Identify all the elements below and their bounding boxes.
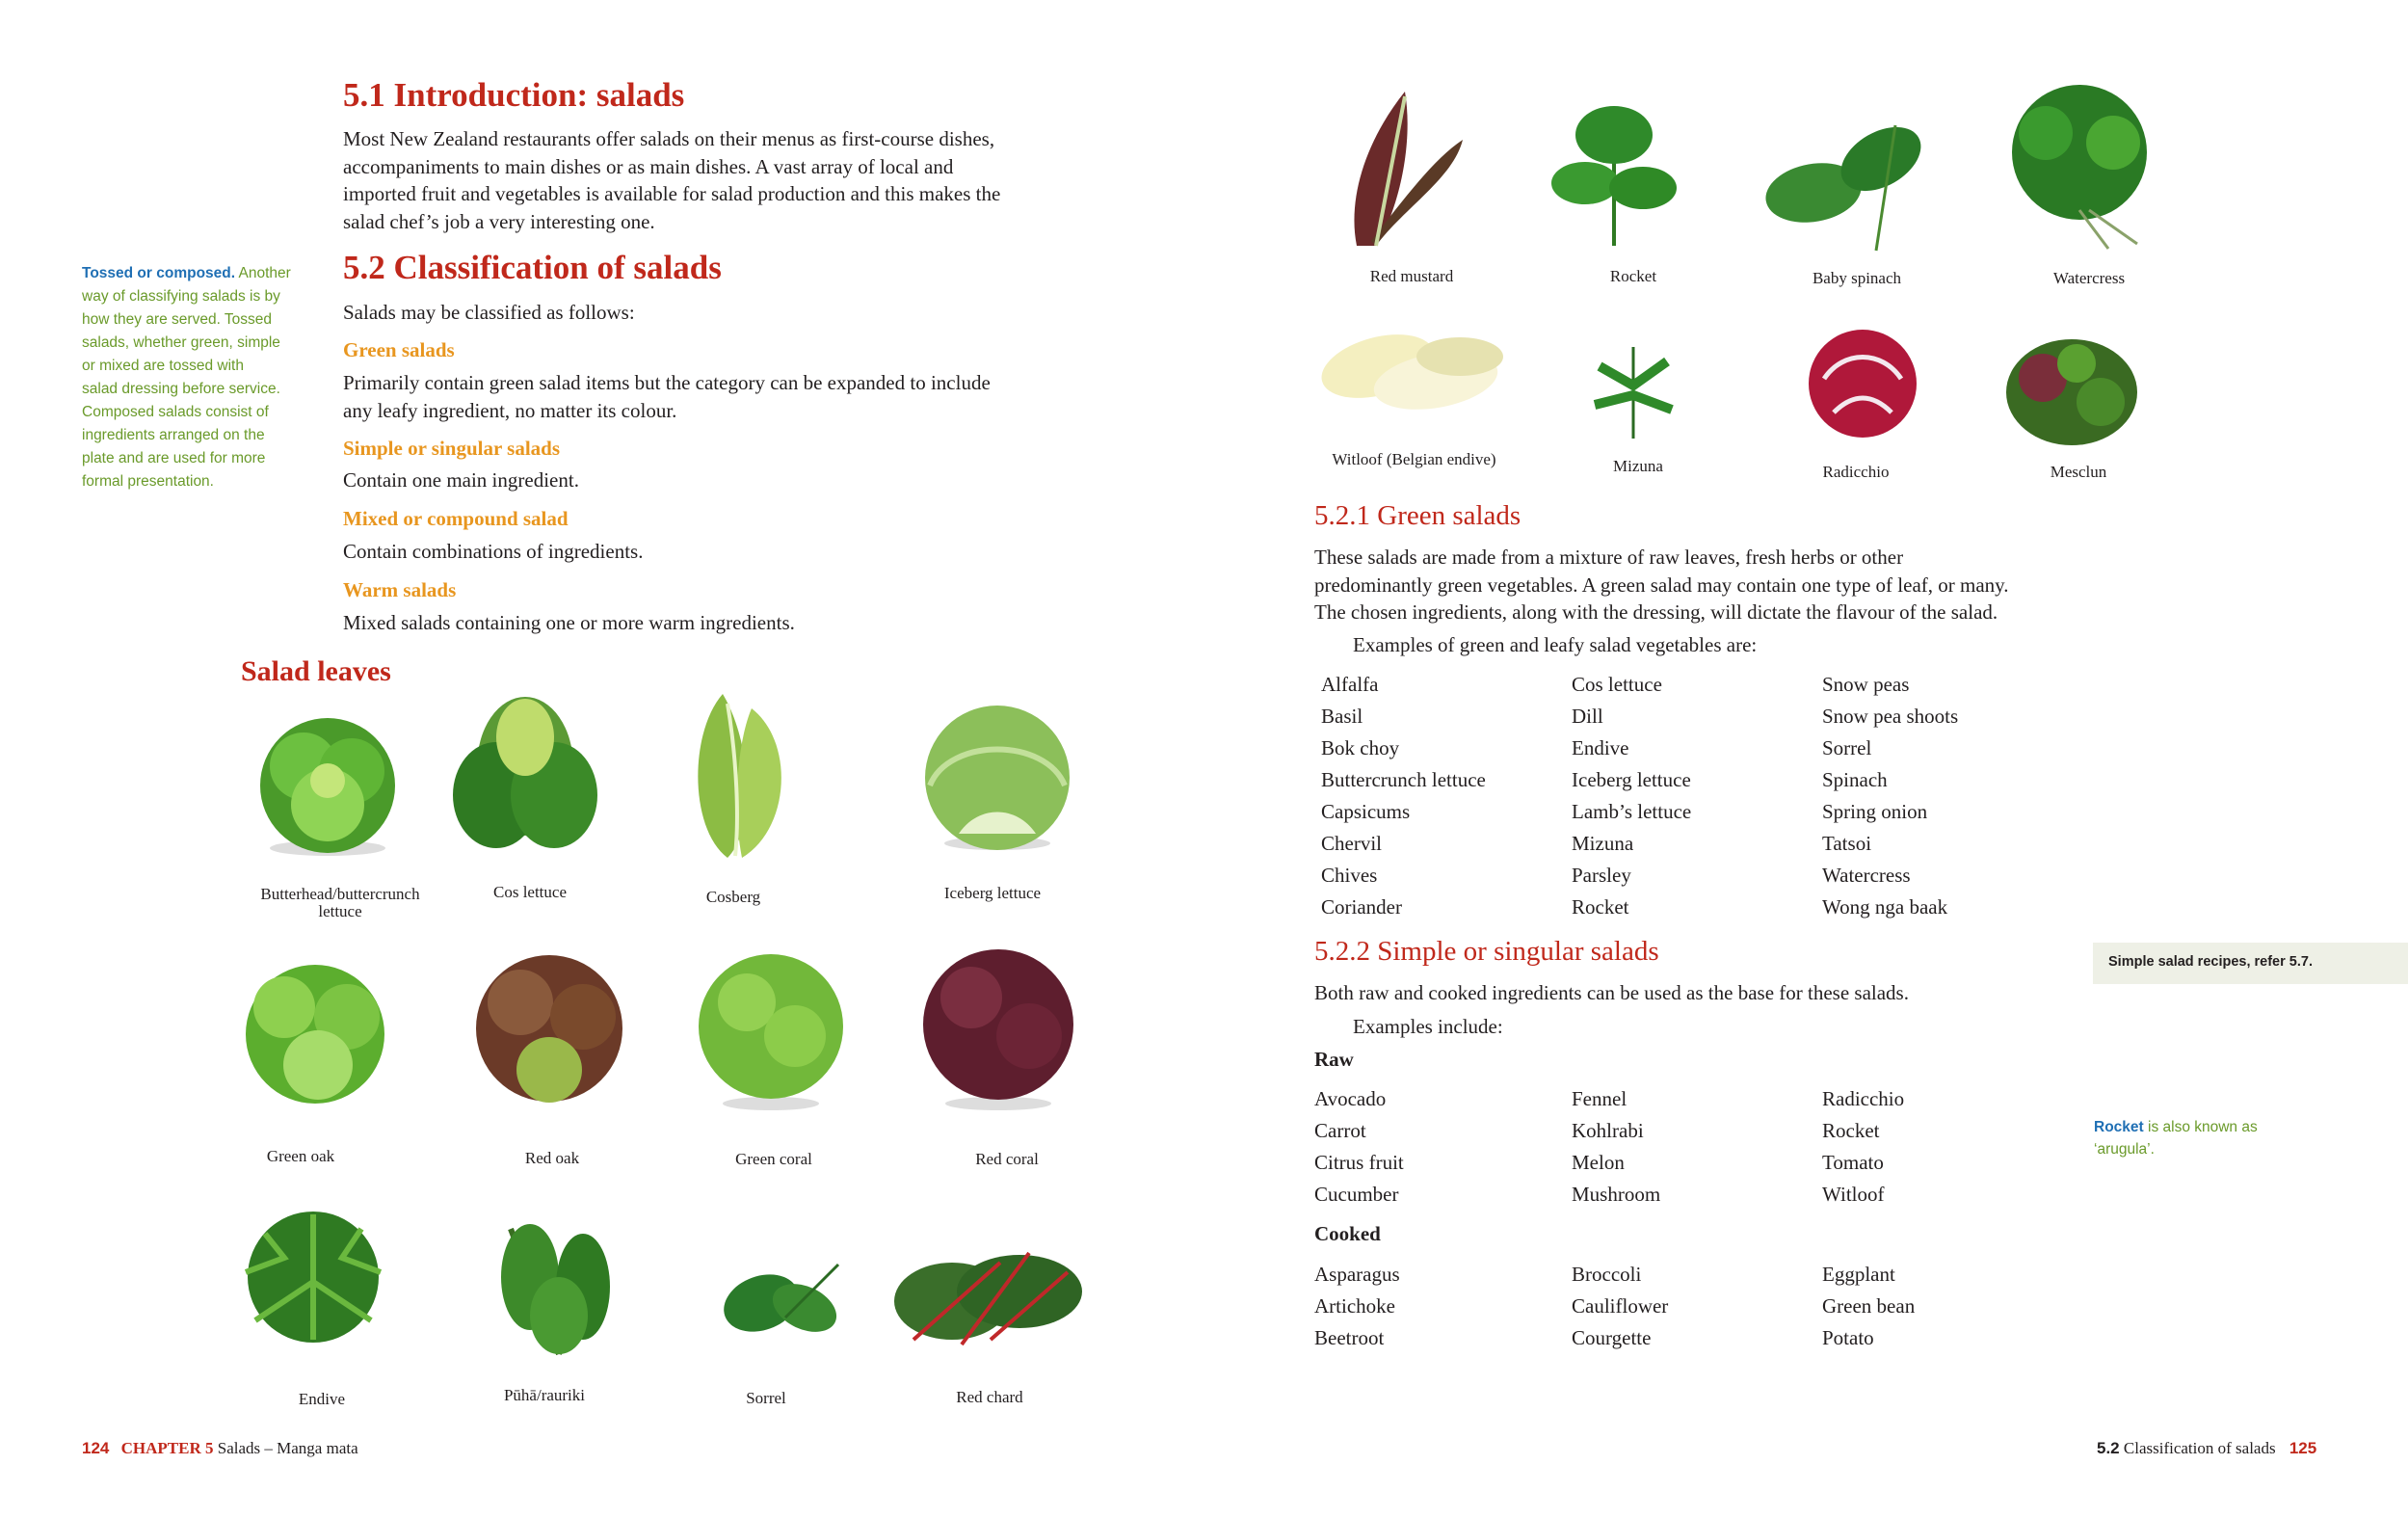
side-box-recipes-reference: Simple salad recipes, refer 5.7.	[2093, 943, 2408, 984]
caption-red-chard: Red chard	[956, 1388, 1023, 1406]
left-page-number: 124	[82, 1439, 110, 1457]
list-item: Artichoke	[1314, 1294, 1395, 1318]
raw-list-col-1	[1314, 1083, 1404, 1211]
caption-green-oak: Green oak	[266, 1147, 335, 1165]
sorrel-image	[718, 1250, 848, 1356]
right-footer	[2097, 1439, 2316, 1458]
footer-section-title: Classification of salads	[2123, 1439, 2276, 1457]
intro-paragraph: Most New Zealand restaurants offer salads on their menus as first-course dishes, accompaniments to main dishes or as main dishes. A vast array of local and imported fruit and vegetables is available for salad production and this makes the salad chef’s job a very interesting one.	[343, 127, 1001, 233]
list-item: Courgette	[1572, 1326, 1652, 1349]
type-mixed-title: Mixed or compound salad	[343, 507, 569, 530]
watercress-image	[1993, 75, 2166, 251]
list-item: Snow peas	[1822, 673, 1910, 696]
caption-cos: Cos lettuce	[492, 883, 567, 901]
caption-puha: Pūhā/rauriki	[503, 1386, 586, 1404]
chapter-label: CHAPTER 5	[120, 1439, 214, 1457]
caption-watercress: Watercress	[2052, 269, 2126, 287]
simple-salads-examples-intro: Examples include:	[1353, 1015, 1503, 1038]
intro-heading: 5.1 Introduction: salads	[343, 76, 685, 114]
list-item: Beetroot	[1314, 1326, 1385, 1349]
list-item: Buttercrunch lettuce	[1321, 768, 1486, 791]
list-item: Chervil	[1321, 832, 1382, 855]
list-item: Rocket	[1822, 1119, 1880, 1142]
caption-mesclun: Mesclun	[2050, 463, 2107, 481]
caption-witloof: Witloof (Belgian endive)	[1332, 450, 1496, 468]
list-item: Citrus fruit	[1314, 1151, 1404, 1174]
caption-rocket: Rocket	[1609, 267, 1657, 285]
list-item: Fennel	[1572, 1087, 1627, 1110]
baby-spinach-image	[1760, 106, 1939, 251]
red-chard-image	[885, 1234, 1092, 1354]
list-item: Dill	[1572, 705, 1603, 728]
caption-cosberg: Cosberg	[705, 888, 761, 906]
rocket-note-title: Rocket	[2094, 1119, 2144, 1135]
cooked-list-col-3	[1822, 1259, 1915, 1354]
list-item: Cos lettuce	[1572, 673, 1662, 696]
caption-red-mustard: Red mustard	[1369, 267, 1454, 285]
list-item: Witloof	[1822, 1183, 1885, 1206]
caption-red-oak: Red oak	[524, 1149, 580, 1167]
type-simple-text: Contain one main ingredient.	[343, 468, 579, 492]
green-salads-paragraph: These salads are made from a mixture of raw leaves, fresh herbs or other predominantly green vegetables. A green salad may contain one type of leaf, or many. The chosen ingredients, along with the dressing, will dictate the flavour of the salad.	[1314, 546, 2009, 624]
list-item: Bok choy	[1321, 736, 1400, 759]
green-salads-heading: 5.2.1 Green salads	[1314, 500, 1522, 531]
mizuna-image	[1590, 337, 1677, 443]
caption-green-coral: Green coral	[735, 1150, 812, 1168]
list-item: Potato	[1822, 1326, 1874, 1349]
list-item: Radicchio	[1822, 1087, 1905, 1110]
raw-label: Raw	[1314, 1048, 1354, 1071]
butterhead-lettuce-image	[246, 704, 410, 863]
list-item: Mushroom	[1572, 1183, 1661, 1206]
list-item: Asparagus	[1314, 1263, 1400, 1286]
cosberg-image	[670, 684, 814, 863]
type-green-title: Green salads	[343, 338, 455, 361]
footer-section-number: 5.2	[2097, 1439, 2120, 1457]
list-item: Spinach	[1822, 768, 1888, 791]
cooked-list-col-1	[1314, 1259, 1400, 1354]
list-item: Melon	[1572, 1151, 1625, 1174]
list-item: Watercress	[1822, 864, 1911, 887]
caption-endive: Endive	[298, 1390, 346, 1408]
simple-salads-line: Both raw and cooked ingredients can be used as the base for these salads.	[1314, 981, 1909, 1004]
list-item: Mizuna	[1572, 832, 1634, 855]
list-item: Lamb’s lettuce	[1572, 800, 1692, 823]
green-list-col-1	[1321, 669, 1486, 923]
list-item: Kohlrabi	[1572, 1119, 1644, 1142]
green-salads-examples-intro: Examples of green and leafy salad vegetables are:	[1353, 633, 1758, 656]
caption-red-coral: Red coral	[975, 1150, 1039, 1168]
list-item: Chives	[1321, 864, 1378, 887]
caption-butterhead: Butterhead/buttercrunch lettuce	[260, 885, 420, 920]
list-item: Coriander	[1321, 895, 1402, 919]
witloof-image	[1315, 318, 1508, 424]
type-warm-title: Warm salads	[343, 578, 457, 601]
type-simple-title: Simple or singular salads	[343, 437, 561, 460]
list-item: Avocado	[1314, 1087, 1387, 1110]
list-item: Wong nga baak	[1822, 895, 1948, 919]
list-item: Capsicums	[1321, 800, 1411, 823]
green-list-col-2	[1572, 669, 1691, 923]
red-oak-image	[467, 940, 631, 1113]
classification-heading: 5.2 Classification of salads	[343, 249, 722, 286]
list-item: Parsley	[1572, 864, 1631, 887]
rocket-image	[1542, 92, 1686, 251]
list-item: Cucumber	[1314, 1183, 1399, 1206]
simple-salads-heading: 5.2.2 Simple or singular salads	[1314, 936, 1659, 967]
red-mustard-image	[1318, 82, 1482, 251]
raw-list-col-3	[1822, 1083, 1904, 1211]
green-oak-image	[231, 949, 400, 1113]
cos-lettuce-image	[438, 689, 612, 863]
list-item: Sorrel	[1822, 736, 1872, 759]
type-mixed-text: Contain combinations of ingredients.	[343, 540, 644, 563]
caption-radicchio: Radicchio	[1822, 463, 1890, 481]
list-item: Spring onion	[1822, 800, 1928, 823]
type-warm-text: Mixed salads containing one or more warm ingredients.	[343, 611, 795, 634]
cooked-label: Cooked	[1314, 1222, 1381, 1245]
caption-mizuna: Mizuna	[1613, 457, 1663, 475]
list-item: Tomato	[1822, 1151, 1884, 1174]
list-item: Iceberg lettuce	[1572, 768, 1691, 791]
list-item: Eggplant	[1822, 1263, 1895, 1286]
type-green-text: Primarily contain green salad items but the category can be expanded to include any leafy ingredient, no matter its colour.	[343, 371, 991, 422]
list-item: Endive	[1572, 736, 1629, 759]
list-item: Basil	[1321, 705, 1363, 728]
list-item: Green bean	[1822, 1294, 1916, 1318]
caption-baby-spinach: Baby spinach	[1812, 269, 1902, 287]
left-footer	[82, 1439, 358, 1458]
right-page-number: 125	[2289, 1439, 2317, 1457]
list-item: Carrot	[1314, 1119, 1366, 1142]
list-item: Alfalfa	[1321, 673, 1379, 696]
radicchio-image	[1805, 321, 1920, 446]
caption-iceberg: Iceberg lettuce	[943, 884, 1042, 902]
margin-note-tossed-composed: Tossed or composed. Another way of classifying salads is by how they are served. Tossed salads, whether green, simple or mixed are tossed with salad dressing before service. Composed salads consist of ingredients arranged on the plate and are used for more formal presentation.	[82, 265, 291, 490]
green-list-col-3	[1822, 669, 1958, 923]
green-coral-image	[689, 945, 853, 1113]
list-item: Tatsoi	[1822, 832, 1872, 855]
list-item: Snow pea shoots	[1822, 705, 1959, 728]
list-item: Rocket	[1572, 895, 1629, 919]
classification-intro: Salads may be classified as follows:	[343, 301, 635, 324]
margin-note-rocket: Rocket is also known as ‘arugula’.	[2094, 1119, 2258, 1158]
margin-note-title: Tossed or composed.	[82, 265, 236, 281]
puha-image	[472, 1210, 631, 1364]
list-item: Cauliflower	[1572, 1294, 1669, 1318]
endive-image	[226, 1205, 400, 1349]
iceberg-lettuce-image	[911, 699, 1084, 853]
salad-leaves-heading: Salad leaves	[241, 655, 391, 687]
raw-list-col-2	[1572, 1083, 1660, 1211]
chapter-title: Salads – Manga mata	[217, 1439, 358, 1457]
red-coral-image	[913, 940, 1082, 1113]
mesclun-image	[1999, 325, 2144, 450]
list-item: Broccoli	[1572, 1263, 1642, 1286]
cooked-list-col-2	[1572, 1259, 1668, 1354]
caption-sorrel: Sorrel	[746, 1389, 786, 1407]
